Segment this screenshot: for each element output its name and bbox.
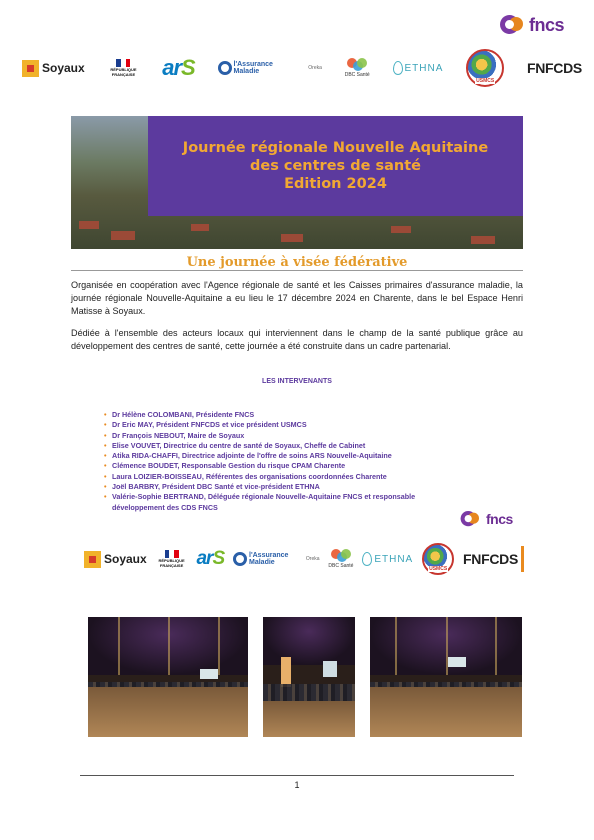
speaker-item: • Dr Eric MAY, Président FNFCDS et vice président USMCS (104, 420, 464, 430)
dbc-dots-icon (331, 549, 351, 563)
assurance-maladie-icon (218, 61, 232, 75)
fnfcds-logo: FNFCDS (526, 60, 582, 76)
roof-shape (79, 221, 99, 229)
footer-divider (80, 775, 514, 776)
oreka-logo: Oreka (308, 65, 322, 71)
speaker-item: • Clémence BOUDET, Responsable Gestion du risque CPAM Charente (104, 461, 464, 471)
fncs-logo (500, 14, 564, 36)
ars-logo: arS (196, 548, 225, 569)
speaker-item: • Laura LOIZIER-BOISSEAU, Référentes des organisations coordonnées Charente (104, 472, 464, 482)
ethna-logo: ETHNA (393, 61, 444, 75)
speaker-item: • Atika RIDA-CHAFFI, Directrice adjointe de l'offre de soins ARS Nouvelle-Aquitaine (104, 451, 464, 461)
republique-francaise-logo: RÉPUBLIQUE FRANÇAISE (156, 550, 188, 568)
fncs-logo-text: fncs (528, 14, 564, 35)
hero-banner (71, 116, 523, 249)
hero-title-box (148, 116, 523, 216)
hero-title-line3: Edition 2024 (284, 176, 387, 192)
oreka-logo: Oreka (305, 556, 320, 562)
ethna-drop-icon (362, 552, 372, 566)
orange-bar (521, 546, 524, 572)
french-flag-icon (165, 550, 179, 558)
roof-shape (471, 236, 495, 244)
partner-logos-top (22, 46, 582, 90)
hero-title-line1: Journée régionale Nouvelle Aquitaine (182, 140, 489, 156)
intro-paragraph: Organisée en coopération avec l'Agence régionale de santé et les Caisses primaires d'assurance maladie, la journée régionale Nouvelle-Aquitaine a eu lieu le 17 décembre 2024 en Charente, dans le bel Espace Henri Matisse à Soyaux. (71, 280, 523, 317)
section-divider (71, 270, 523, 271)
fncs-mark-icon (461, 510, 482, 528)
soyaux-mark-icon (22, 60, 39, 77)
assurance-maladie-logo: l'Assurance Maladie (233, 552, 297, 567)
soyaux-logo: Soyaux (22, 60, 85, 77)
assurance-maladie-logo: l'Assurance Maladie (218, 61, 286, 76)
fncs-logo-small: fncs (458, 508, 513, 530)
section-title: Une journée à visée fédérative (186, 255, 408, 270)
partner-logos-bottom (84, 539, 524, 579)
soyaux-logo: Soyaux (84, 551, 147, 568)
speaker-item: • Valérie-Sophie BERTRAND, Déléguée régionale Nouvelle-Aquitaine FNCS et responsable développement des CDS FNCS (104, 492, 434, 513)
roof-shape (281, 234, 303, 242)
speaker-item: • Joël BARBRY, Président DBC Santé et vice-président ETHNA (104, 482, 464, 492)
roof-shape (111, 231, 135, 240)
speakers-title: LES INTERVENANTS (262, 378, 332, 385)
dbc-dots-icon (347, 58, 367, 72)
assurance-maladie-icon (233, 552, 247, 566)
usmcs-logo: USMCS (422, 543, 454, 575)
dbc-sante-logo: DBC Santé (345, 58, 370, 78)
ethna-drop-icon (393, 61, 403, 75)
event-photo-3 (370, 617, 522, 737)
ethna-logo: ETHNA (362, 552, 413, 566)
fnfcds-logo: FNFCDS (463, 546, 524, 572)
republique-francaise-logo: RÉPUBLIQUE FRANÇAISE (107, 59, 139, 77)
second-paragraph: Dédiée à l'ensemble des acteurs locaux qui interviennent dans le champ de la santé publique grâce au développement des centres de santé, cette journée a été construite dans un cadre partenarial. (71, 328, 523, 352)
ars-logo: arS (162, 55, 195, 80)
soyaux-mark-icon (84, 551, 101, 568)
usmcs-logo: USMCS (466, 49, 504, 87)
hero-title-line2: des centres de santé (249, 158, 421, 174)
page-number: 1 (294, 780, 300, 790)
event-photo-2 (263, 617, 355, 737)
roof-shape (191, 224, 209, 231)
dbc-sante-logo: DBC Santé (328, 549, 353, 569)
fncs-mark-icon (500, 14, 526, 36)
speakers-list (104, 410, 464, 513)
speaker-item: • Dr François NEBOUT, Maire de Soyaux (104, 431, 464, 441)
event-photo-1 (88, 617, 248, 737)
french-flag-icon (116, 59, 130, 67)
speaker-item: • Elise VOUVET, Directrice du centre de santé de Soyaux, Cheffe de Cabinet (104, 441, 464, 451)
speaker-item: • Dr Hélène COLOMBANI, Présidente FNCS (104, 410, 464, 420)
roof-shape (391, 226, 411, 233)
